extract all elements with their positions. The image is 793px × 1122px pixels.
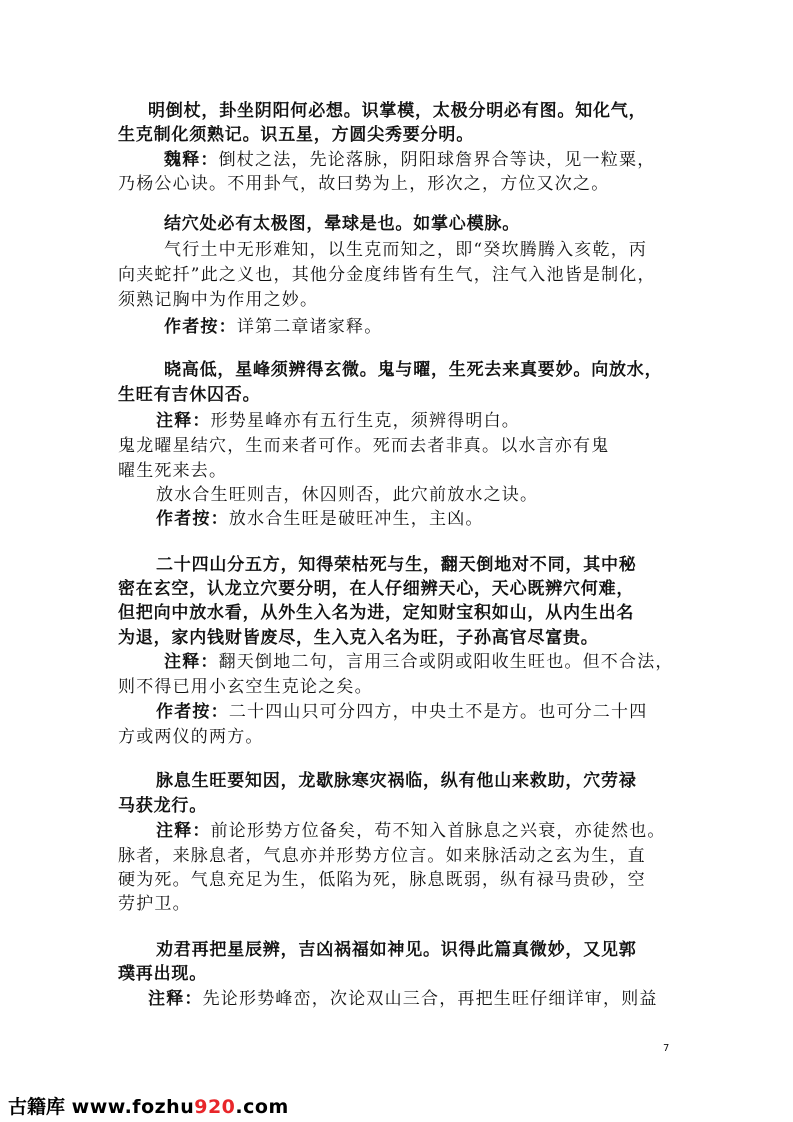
annotation-line [156,508,484,530]
annotation-label: 作者按： [156,509,229,529]
line-text: 劝君再把星辰辨，吉凶祸福如神见。识得此篇真微妙，又见郭 [156,940,637,960]
annotation-line [164,316,382,338]
commentary-line [118,676,373,698]
line-text: 曜生死来去。 [118,461,228,481]
line-text: 形势星峰亦有五行生克，须辨得明白。 [210,411,521,431]
line-text: 须熟记胸中为作用之妙。 [118,290,319,310]
annotation-label: 注释： [148,989,203,1009]
line-text: 放水合生旺是破旺冲生，主凶。 [228,509,484,529]
annotation-line [156,820,666,842]
footer-domain-number: 920 [194,1096,236,1118]
commentary-line [164,239,647,261]
footer-domain-suffix: .com [235,1096,289,1118]
verse-line [118,384,260,406]
commentary-line [118,173,609,195]
footer-watermark [8,1092,289,1119]
line-text: 方或两仪的两方。 [118,727,264,747]
page-number: 7 [663,1043,670,1054]
commentary-line [118,893,191,915]
verse-line [148,100,646,122]
line-text: 乃杨公心诀。不用卦气，故曰势为上，形次之，方位又次之。 [118,174,610,194]
line-text: 但把向中放水看，从外生入名为进，定知财宝积如山，从内生出名 [118,603,635,623]
line-text: 倒杖之法，先论落脉，阴阳球詹界合等诀，见一粒粟， [218,150,656,170]
line-text: 生克制化须熟记。识五星，方圆尖秀要分明。 [118,125,474,145]
commentary-line [156,484,538,506]
line-text: 则不得已用小玄空生克论之矣。 [118,677,373,697]
commentary-line [118,845,646,867]
line-text: 生旺有吉休囚否。 [118,385,261,405]
annotation-label: 作者按： [164,317,237,337]
line-text: 劳护卫。 [118,894,191,914]
line-text: 鬼龙曜星结穴，生而来者可作。死而去者非真。以水言亦有鬼 [118,436,610,456]
line-text: 硬为死。气息充足为生，低陷为死，脉息既弱，纵有禄马贵砂，空 [118,870,646,890]
line-text: 为退，家内钱财皆废尽，生入克入名为旺，子孙高官尽富贵。 [118,628,599,648]
verse-line [156,554,637,576]
annotation-label: 魏释： [164,150,219,170]
line-text: 向夹蛇扦”此之义也，其他分金度纬皆有生气，注气入池皆是制化， [118,265,656,285]
annotation-label: 作者按： [156,702,229,722]
verse-line [118,963,207,985]
annotation-line [156,701,647,723]
line-text: 二十四山分五方，知得荣枯死与生，翻天倒地对不同，其中秘 [156,555,637,575]
annotation-line [156,410,520,432]
verse-line [164,213,520,235]
line-text: 详第二章诸家释。 [236,317,383,337]
commentary-line [118,869,646,891]
verse-line [156,939,637,961]
annotation-line [148,988,658,1010]
line-text: 翻天倒地二句，言用三合或阴或阳收生旺也。但不合法， [218,652,674,672]
line-text: 马获龙行。 [118,796,207,816]
verse-line [118,795,207,817]
line-text: 明倒杖，卦坐阴阳何必想。识掌模，太极分明必有图。知化气， [148,101,647,121]
commentary-line [118,289,318,311]
commentary-line [118,460,227,482]
line-text: 脉者，来脉息者，气息亦并形势方位言。如来脉活动之玄为生，直 [118,846,646,866]
annotation-label: 注释： [156,821,211,841]
annotation-line [164,149,655,171]
footer-domain-prefix: www.fozhu [71,1096,195,1118]
commentary-line [118,264,656,286]
footer-site-name: 古籍库 [8,1096,66,1118]
commentary-line [118,435,609,457]
line-text: 二十四山只可分四方，中央土不是方。也可分二十四 [228,702,648,722]
line-text: 璞再出现。 [118,964,207,984]
line-text: 结穴处必有太极图，晕球是也。如掌心模脉。 [164,214,520,234]
verse-line [118,627,599,649]
commentary-line [118,726,264,748]
verse-line [164,359,662,381]
footer-domain [72,1096,289,1118]
verse-line [156,770,637,792]
annotation-line [164,651,674,673]
line-text: 前论形势方位备矣，苟不知入首脉息之兴衰，亦徒然也。 [210,821,666,841]
annotation-label: 注释： [164,652,219,672]
annotation-label: 注释： [156,411,211,431]
line-text: 密在玄空，认龙立穴要分明，在人仔细辨天心，天心既辨穴何难， [118,579,635,599]
line-text: 气行土中无形难知，以生克而知之，即“癸坎腾腾入亥乾，丙 [164,240,648,260]
verse-line [118,578,634,600]
verse-line [118,602,634,624]
line-text: 脉息生旺要知因，龙歇脉寒灾祸临，纵有他山来救助，穴劳禄 [156,771,637,791]
verse-line [118,124,474,146]
line-text: 晓高低，星峰须辨得玄微。鬼与曜，生死去来真要妙。向放水， [164,360,663,380]
line-text: 先论形势峰峦，次论双山三合，再把生旺仔细详审，则益 [202,989,658,1009]
line-text: 放水合生旺则吉，休囚则否，此穴前放水之诀。 [156,485,539,505]
